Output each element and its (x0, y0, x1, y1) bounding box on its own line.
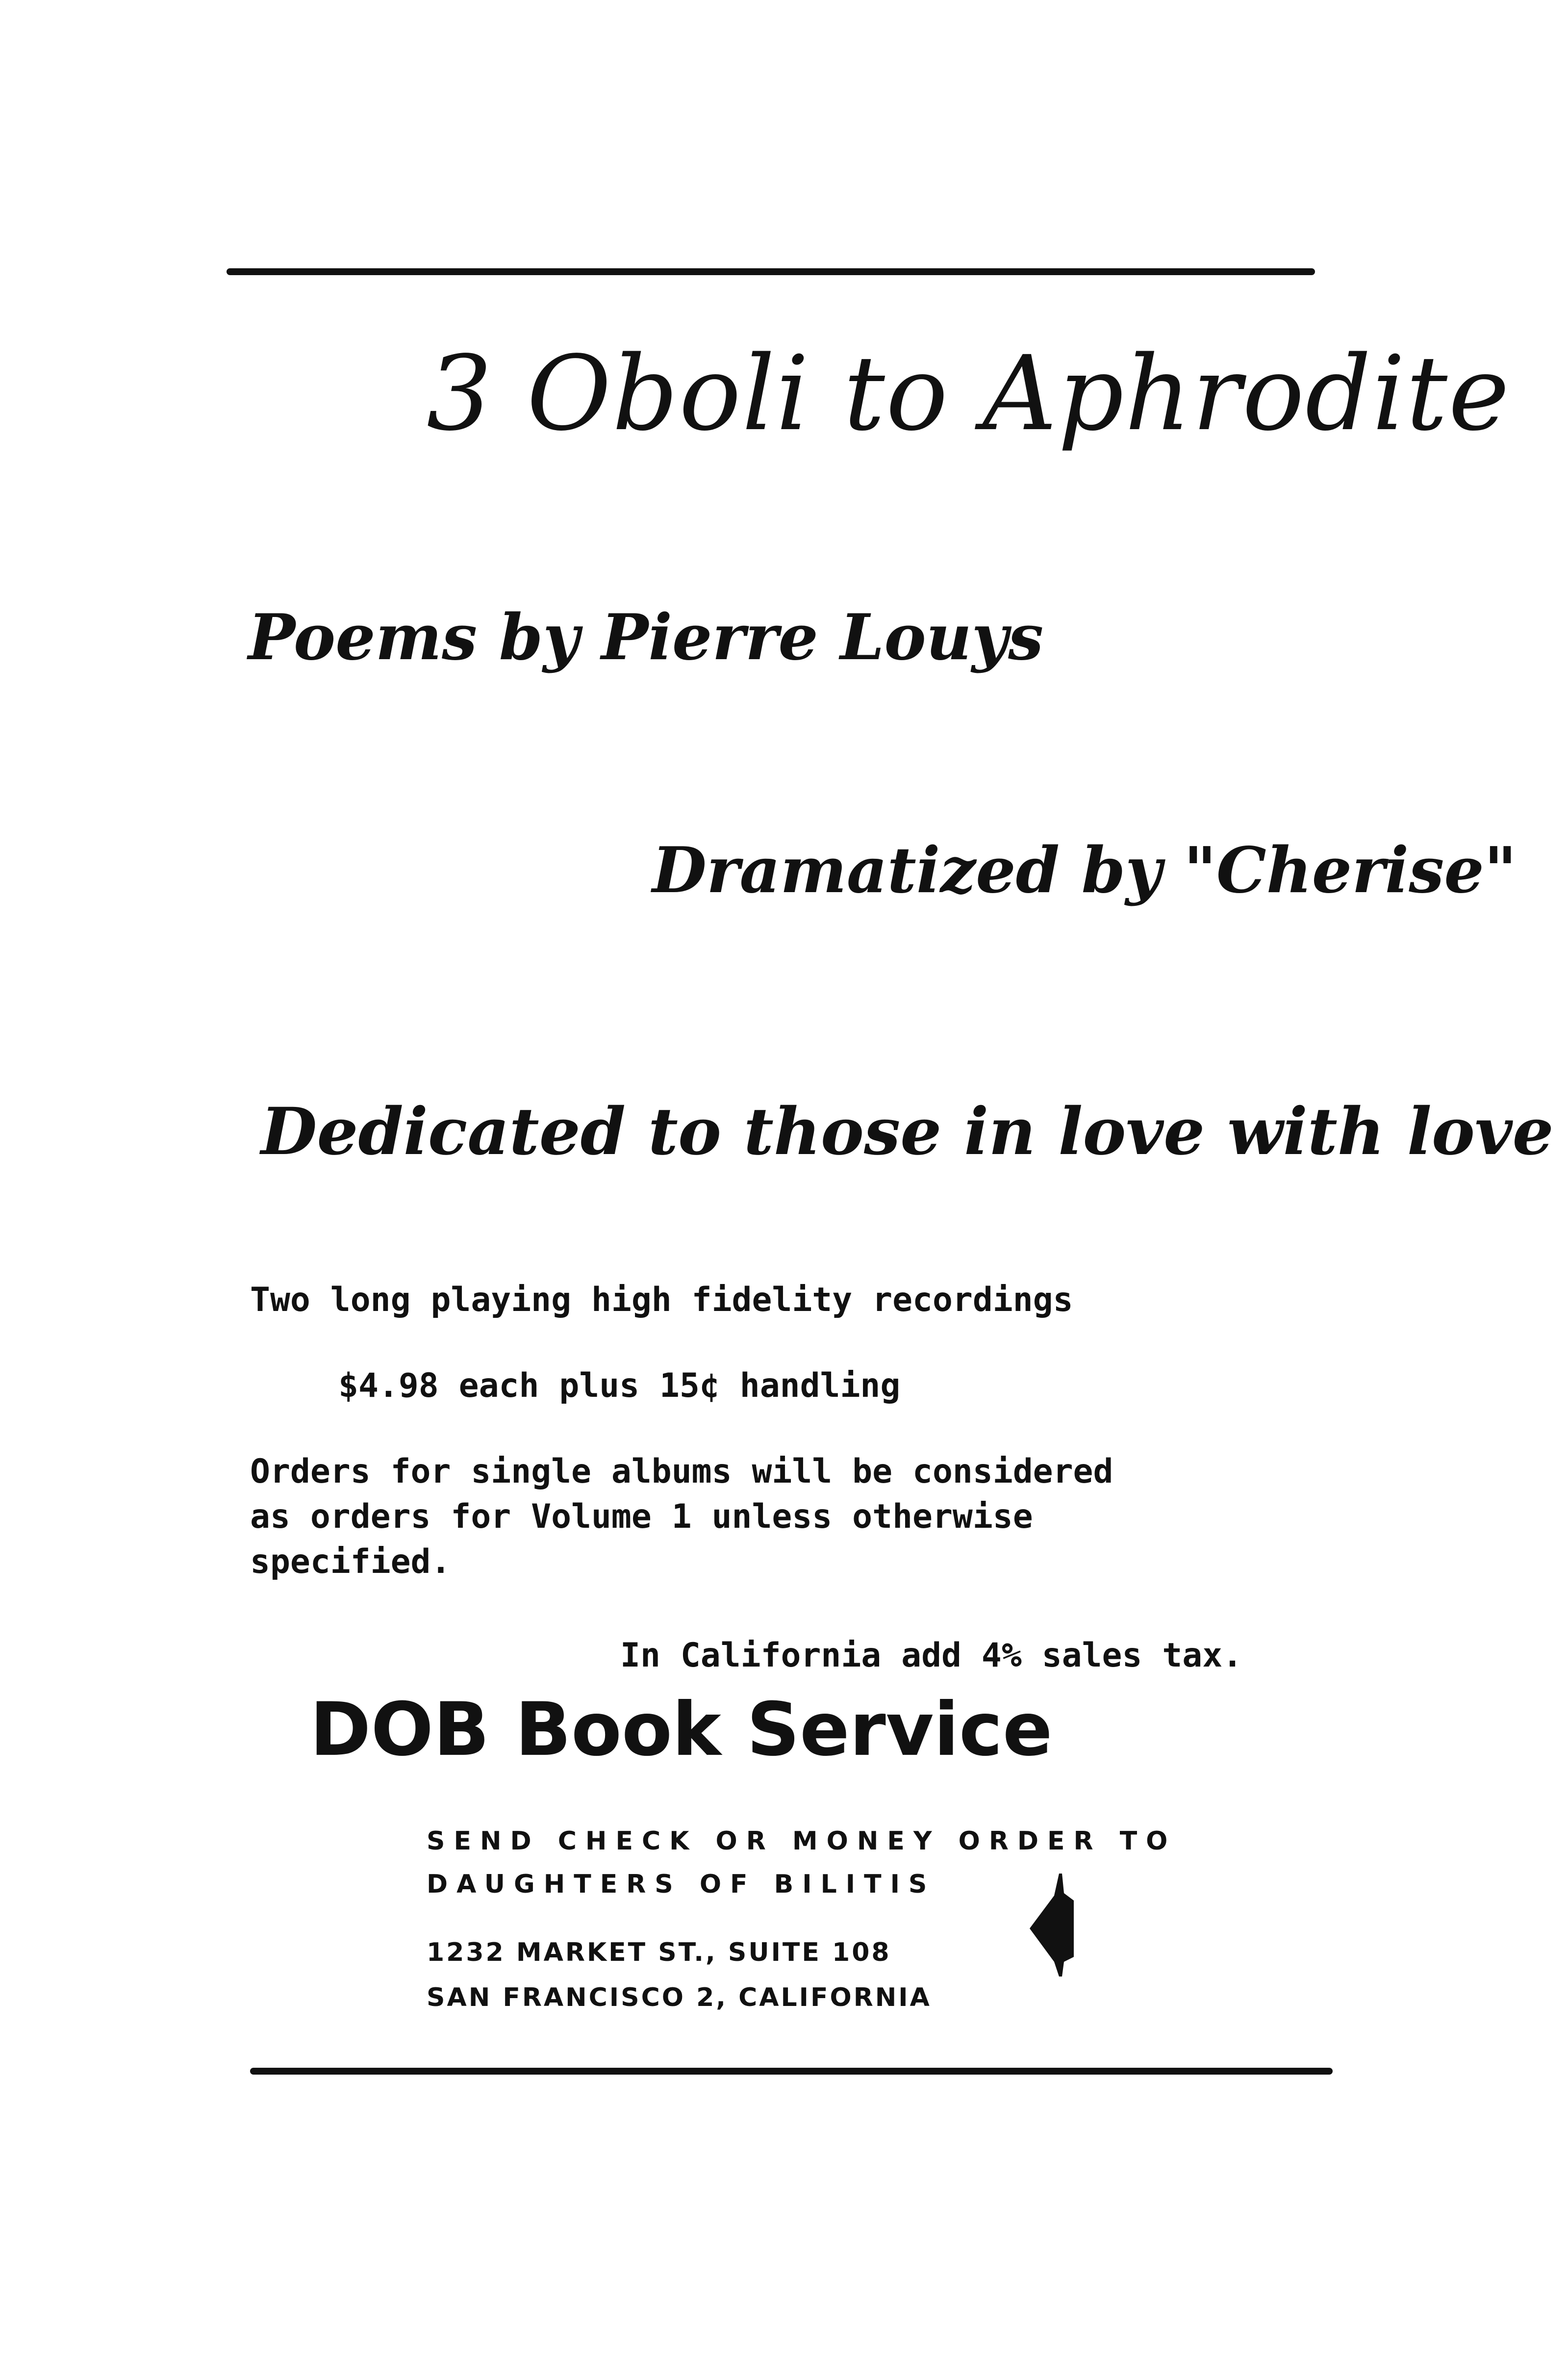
orders-note: Orders for single albums will be considered as orders for Volume 1 unless otherwise specified. (250, 1452, 1113, 1581)
pointing-arrow-icon (1030, 1874, 1074, 1977)
send-instructions: SEND CHECK OR MONEY ORDER TO DAUGHTERS OF BILITIS (427, 1826, 1177, 1899)
mailing-address: 1232 MARKET ST., SUITE 108 SAN FRANCISCO 2, CALIFORNIA (427, 1938, 932, 2012)
album-title: 3 Oboli to Aphrodite (427, 334, 1511, 454)
records-description: Two long playing high fidelity recordings (250, 1281, 1073, 1319)
dedication-line: Dedicated to those in love with love (261, 1094, 1554, 1170)
dramatized-credit: Dramatized by "Cherise" (652, 834, 1517, 907)
price-line: $4.98 each plus 15¢ handling (338, 1366, 901, 1405)
sales-tax-note: In California add 4% sales tax. (620, 1636, 1243, 1675)
top-divider (227, 268, 1315, 275)
poems-credit: Poems by Pierre Louys (248, 601, 1044, 674)
bottom-divider (250, 2068, 1333, 2075)
service-name: DOB Book Service (310, 1687, 1053, 1772)
